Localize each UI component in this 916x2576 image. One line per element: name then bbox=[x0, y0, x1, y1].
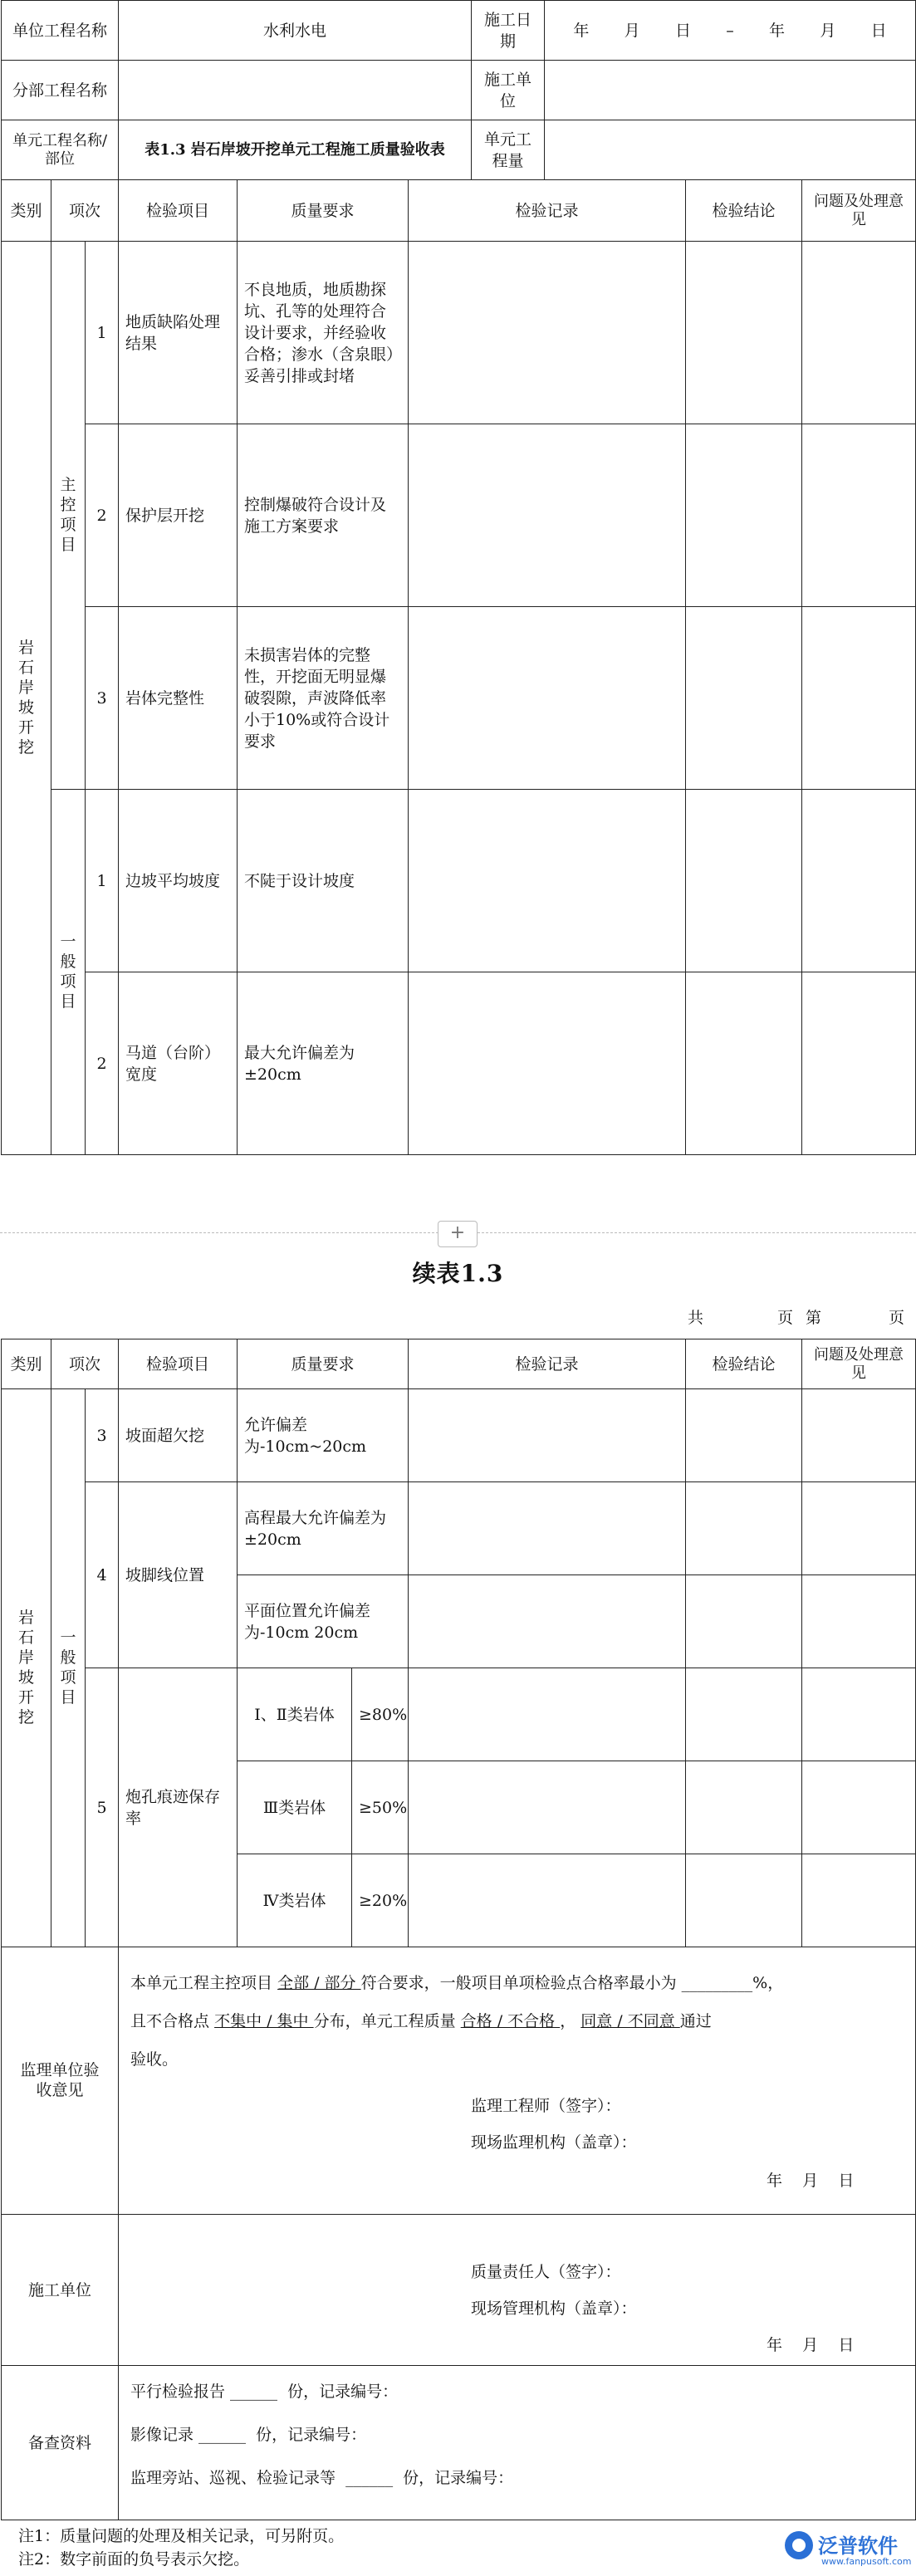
row-record[interactable] bbox=[409, 1854, 686, 1947]
row-item: 马道（台阶）宽度 bbox=[119, 972, 238, 1155]
opinion-line-3: 验收。 bbox=[130, 2050, 179, 2069]
rock-value: ≥80% bbox=[352, 1668, 409, 1761]
row-opinion[interactable] bbox=[802, 972, 916, 1155]
supervision-section bbox=[2, 1947, 916, 2215]
date-year-1: 年 bbox=[573, 21, 590, 40]
col-inspection-item: 检验项目 bbox=[119, 1339, 238, 1389]
row-opinion[interactable] bbox=[802, 1389, 916, 1482]
footnote-1: 注1：质量问题的处理及相关记录，可另附页。 bbox=[18, 2527, 345, 2545]
add-page-button[interactable]: + bbox=[438, 1221, 478, 1247]
category-cell: 岩石岸坡开挖 bbox=[2, 242, 51, 1155]
quality-option[interactable]: 合格 / 不合格 bbox=[460, 2012, 561, 2030]
row-conclusion[interactable] bbox=[686, 242, 802, 424]
distribution-option[interactable]: 不集中 / 集中 bbox=[214, 2012, 314, 2030]
rock-class: Ⅲ类岩体 bbox=[238, 1761, 352, 1854]
col-quality-req: 质量要求 bbox=[238, 180, 409, 242]
date-month-2: 月 bbox=[820, 21, 836, 40]
row-req: 平面位置允许偏差为-10cm 20cm bbox=[238, 1575, 409, 1668]
col-issue-opinion: 问题及处理意见 bbox=[802, 180, 916, 242]
col-inspection-conclusion: 检验结论 bbox=[686, 180, 802, 242]
supervision-label: 监理单位验收意见 bbox=[2, 1947, 119, 2215]
rock-class: Ⅳ类岩体 bbox=[238, 1854, 352, 1947]
row-opinion[interactable] bbox=[802, 790, 916, 972]
table-row bbox=[2, 972, 916, 1155]
continuation-title: 续表1.3 bbox=[412, 1260, 504, 1287]
row-req: 高程最大允许偏差为±20cm bbox=[238, 1482, 409, 1575]
logo-site: www.fanpusoft.com bbox=[821, 2556, 912, 2567]
main-form-table bbox=[1, 0, 916, 1155]
sub-project-label: 分部工程名称 bbox=[2, 61, 119, 120]
rock-value: ≥20% bbox=[352, 1854, 409, 1947]
row-conclusion[interactable] bbox=[686, 424, 802, 607]
date-day-1: 日 bbox=[674, 21, 691, 40]
row-item: 边坡平均坡度 bbox=[119, 790, 238, 972]
row-item: 保护层开挖 bbox=[119, 424, 238, 607]
row-no: 2 bbox=[86, 972, 119, 1155]
table-row bbox=[2, 790, 916, 972]
row-record[interactable] bbox=[409, 424, 686, 607]
row-opinion[interactable] bbox=[802, 242, 916, 424]
supervision-org-seal[interactable]: 现场监理机构（盖章）： bbox=[471, 2133, 637, 2152]
row-item: 炮孔痕迹保存率 bbox=[119, 1668, 238, 1947]
construction-org-seal[interactable]: 现场管理机构（盖章）： bbox=[471, 2299, 637, 2318]
pager-page-2: 页 bbox=[889, 1309, 905, 1327]
row-opinion[interactable] bbox=[802, 1482, 916, 1575]
row-no: 2 bbox=[86, 424, 119, 607]
row-record[interactable] bbox=[409, 1761, 686, 1854]
row-no: 1 bbox=[86, 242, 119, 424]
row-req: 未损害岩体的完整性，开挖面无明显爆破裂隙，声波降低率小于10%或符合设计要求 bbox=[238, 607, 409, 790]
row-record[interactable] bbox=[409, 1482, 686, 1575]
table-row bbox=[2, 607, 916, 790]
col-item-no: 项次 bbox=[51, 1339, 119, 1389]
row-conclusion[interactable] bbox=[686, 972, 802, 1155]
construction-date[interactable]: 年 月 日 bbox=[767, 2336, 855, 2354]
col-inspection-conclusion: 检验结论 bbox=[686, 1339, 802, 1389]
col-issue-opinion: 问题及处理意见 bbox=[802, 1339, 916, 1389]
continuation-table bbox=[1, 1339, 916, 2520]
row-conclusion[interactable] bbox=[686, 1575, 802, 1668]
row-conclusion[interactable] bbox=[686, 1482, 802, 1575]
footnotes bbox=[18, 2525, 344, 2571]
brand-logo bbox=[785, 2526, 912, 2573]
row-no: 1 bbox=[86, 790, 119, 972]
construction-label: 施工单位 bbox=[2, 2215, 119, 2366]
rock-class: Ⅰ、Ⅱ类岩体 bbox=[238, 1668, 352, 1761]
row-record[interactable] bbox=[409, 1389, 686, 1482]
table-title: 表1.3 岩石岸坡开挖单元工程施工质量验收表 bbox=[119, 120, 472, 180]
inspection-form-part1 bbox=[0, 0, 916, 1155]
col-inspection-item: 检验项目 bbox=[119, 180, 238, 242]
table-row bbox=[2, 424, 916, 607]
inspection-form-part2 bbox=[0, 1339, 916, 2520]
logo-name: 泛普软件 bbox=[818, 2534, 898, 2558]
approve-option[interactable]: 同意 / 不同意 bbox=[580, 2012, 680, 2030]
row-opinion[interactable] bbox=[802, 424, 916, 607]
element-quantity-value[interactable] bbox=[545, 120, 916, 180]
row-item: 岩体完整性 bbox=[119, 607, 238, 790]
element-project-label: 单元工程名称/部位 bbox=[2, 120, 119, 180]
records-content[interactable] bbox=[119, 2366, 916, 2520]
row-conclusion[interactable] bbox=[686, 607, 802, 790]
records-label: 备查资料 bbox=[2, 2366, 119, 2520]
row-conclusion[interactable] bbox=[686, 1668, 802, 1761]
page-separator bbox=[0, 1217, 916, 1251]
row-record[interactable] bbox=[409, 972, 686, 1155]
row-req: 控制爆破符合设计及施工方案要求 bbox=[238, 424, 409, 607]
row-record[interactable] bbox=[409, 242, 686, 424]
row-no: 3 bbox=[86, 1389, 119, 1482]
table-row bbox=[2, 1482, 916, 1575]
table-row bbox=[2, 242, 916, 424]
sub-project-value[interactable] bbox=[119, 61, 472, 120]
records-line-2[interactable]: 影像记录 ______ 份，记录编号： bbox=[130, 2426, 367, 2444]
quality-person-signature[interactable]: 质量责任人（签字）： bbox=[471, 2263, 621, 2281]
unit-project-value[interactable]: 水利水电 bbox=[119, 1, 472, 61]
construction-date-label: 施工日期 bbox=[472, 1, 545, 61]
date-dash: – bbox=[726, 21, 734, 40]
row-no: 3 bbox=[86, 607, 119, 790]
pager-total: 共 bbox=[688, 1309, 704, 1327]
opinion-line-1: 本单元工程主控项目 全部 / 部分 符合要求，一般项目单项检验点合格率最小为 _________%， bbox=[130, 1974, 784, 1992]
category-cell: 岩石岸坡开挖 bbox=[2, 1389, 51, 1947]
table-row bbox=[2, 1668, 916, 1761]
row-opinion[interactable] bbox=[802, 607, 916, 790]
unit-project-label: 单位工程名称 bbox=[2, 1, 119, 61]
row-no: 5 bbox=[86, 1668, 119, 1947]
row-record[interactable] bbox=[409, 1668, 686, 1761]
row-conclusion[interactable] bbox=[686, 790, 802, 972]
row-req: 不陡于设计坡度 bbox=[238, 790, 409, 972]
col-inspection-record: 检验记录 bbox=[409, 1339, 686, 1389]
group-general-cell: 一般项目 bbox=[51, 1389, 86, 1947]
group-main-cell: 主控项目 bbox=[51, 242, 86, 790]
logo-mark-icon bbox=[785, 2531, 813, 2559]
opinion-line-2: 且不合格点 不集中 / 集中 分布，单元工程质量 合格 / 不合格 ， 同意 / 不同意 通过 bbox=[130, 2012, 712, 2030]
footnote-2: 注2：数字前面的负号表示欠挖。 bbox=[18, 2550, 250, 2569]
row-opinion[interactable] bbox=[802, 1668, 916, 1761]
row-opinion[interactable] bbox=[802, 1575, 916, 1668]
construction-unit-label: 施工单位 bbox=[472, 61, 545, 120]
row-item: 地质缺陷处理结果 bbox=[119, 242, 238, 424]
row-opinion[interactable] bbox=[802, 1761, 916, 1854]
pager-no: 第 bbox=[806, 1309, 822, 1327]
construction-date-value[interactable] bbox=[545, 1, 916, 61]
row-item: 坡脚线位置 bbox=[119, 1482, 238, 1668]
row-req: 允许偏差为-10cm~20cm bbox=[238, 1389, 409, 1482]
row-conclusion[interactable] bbox=[686, 1854, 802, 1947]
supervision-opinion[interactable] bbox=[119, 1947, 916, 2215]
date-day-2: 日 bbox=[870, 21, 887, 40]
table-row bbox=[2, 1389, 916, 1482]
pager-page: 页 bbox=[777, 1309, 794, 1327]
construction-section bbox=[2, 2215, 916, 2366]
date-year-2: 年 bbox=[769, 21, 786, 40]
row-record[interactable] bbox=[409, 607, 686, 790]
main-items-option[interactable]: 全部 / 部分 bbox=[277, 1974, 361, 1992]
row-req: 不良地质，地质勘探坑、孔等的处理符合设计要求，并经验收合格；渗水（含泉眼）妥善引排或封堵 bbox=[238, 242, 409, 424]
col-quality-req: 质量要求 bbox=[238, 1339, 409, 1389]
records-line-1[interactable]: 平行检验报告 ______ 份，记录编号： bbox=[130, 2383, 399, 2401]
row-req: 最大允许偏差为±20cm bbox=[238, 972, 409, 1155]
construction-unit-value[interactable] bbox=[545, 61, 916, 120]
row-conclusion[interactable] bbox=[686, 1389, 802, 1482]
date-month-1: 月 bbox=[624, 21, 640, 40]
col-inspection-record: 检验记录 bbox=[409, 180, 686, 242]
element-quantity-label: 单元工程量 bbox=[472, 120, 545, 180]
row-record[interactable] bbox=[409, 790, 686, 972]
row-conclusion[interactable] bbox=[686, 1761, 802, 1854]
col-category: 类别 bbox=[2, 180, 51, 242]
pass-rate-blank[interactable]: _________ bbox=[681, 1974, 753, 1992]
col-category: 类别 bbox=[2, 1339, 51, 1389]
row-item: 坡面超欠挖 bbox=[119, 1389, 238, 1482]
row-no: 4 bbox=[86, 1482, 119, 1668]
row-record[interactable] bbox=[409, 1575, 686, 1668]
records-line-3[interactable]: 监理旁站、巡视、检验记录等 ______ 份，记录编号： bbox=[130, 2469, 514, 2487]
col-item-no: 项次 bbox=[51, 180, 119, 242]
supervision-engineer-signature[interactable]: 监理工程师（签字）： bbox=[471, 2097, 621, 2115]
rock-value: ≥50% bbox=[352, 1761, 409, 1854]
records-section bbox=[2, 2366, 916, 2520]
row-opinion[interactable] bbox=[802, 1854, 916, 1947]
group-general-cell: 一般项目 bbox=[51, 790, 86, 1155]
supervision-date[interactable]: 年 月 日 bbox=[767, 2172, 855, 2190]
construction-signatures[interactable] bbox=[119, 2215, 916, 2366]
